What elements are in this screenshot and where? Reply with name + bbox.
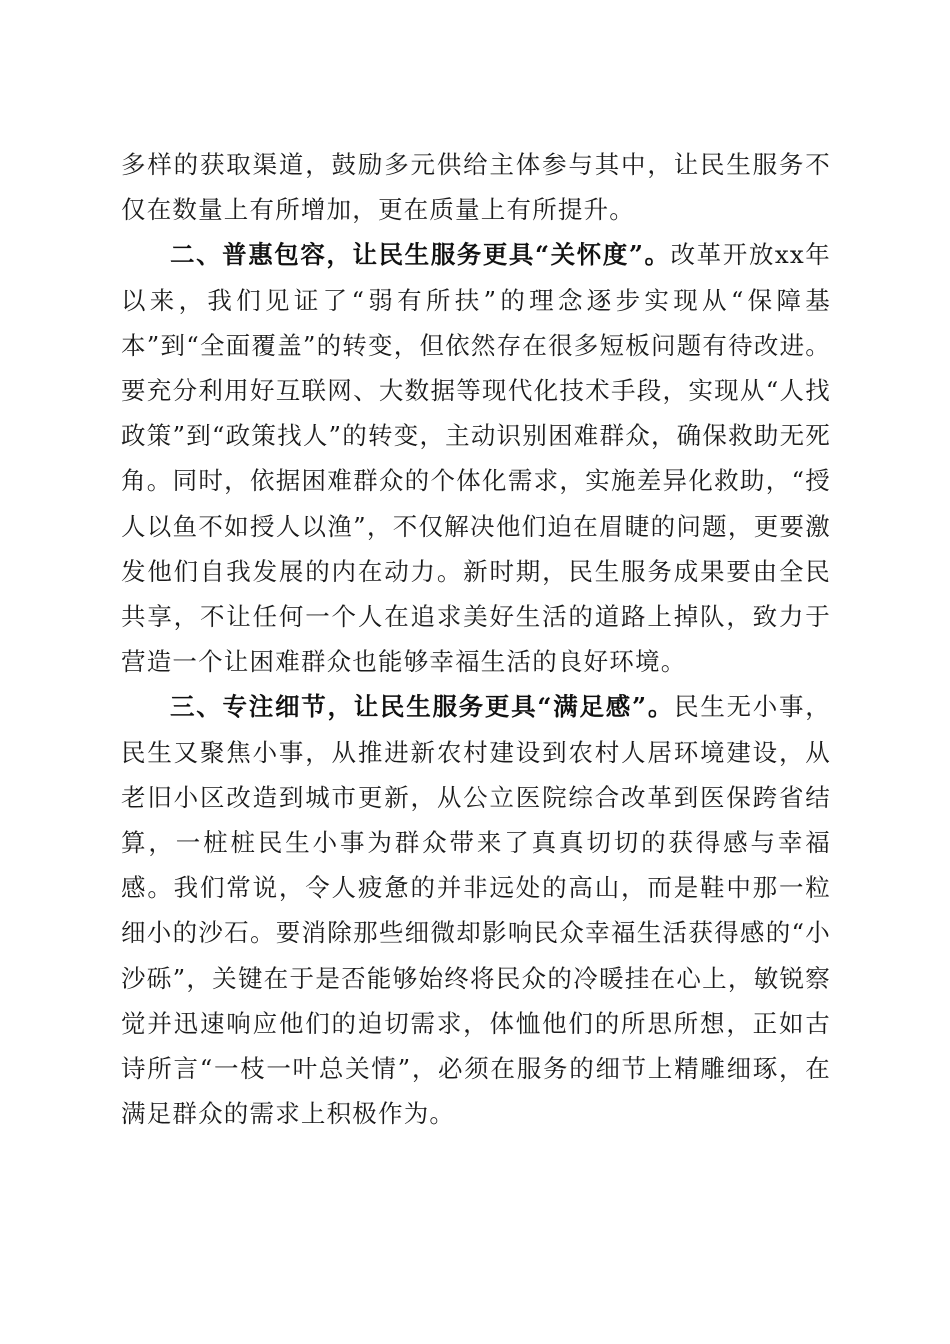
paragraph-1-text: 多样的获取渠道，鼓励多元供给主体参与其中，让民生服务不仅在数量上有所增加，更在质量上有所提升。 bbox=[121, 150, 831, 225]
paragraph-section-two bbox=[121, 232, 831, 684]
section-three-text: 民生无小事，民生又聚焦小事，从推进新农村建设到农村人居环境建设，从老旧小区改造到城市更新，从公立医院综合改革到医保跨省结算，一桩桩民生小事为群众带来了真真切切的获得感与幸福感。我们常说，令人疲惫的并非远处的高山，而是鞋中那一粒细小的沙石。要消除那些细微却影响民众幸福生活获得感的“小沙砾”，关键在于是否能够始终将民众的冷暖挂在心上，敏锐察觉并迅速响应他们的迫切需求，体恤他们的所思所想，正如古诗所言“一枝一叶总关情”，必须在服务的细节上精雕细琢，在满足群众的需求上积极作为。 bbox=[121, 692, 831, 1129]
document-body bbox=[121, 142, 831, 1136]
section-two-heading: 二、普惠包容，让民生服务更具“关怀度”。 bbox=[170, 240, 671, 270]
paragraph-section-three bbox=[121, 684, 831, 1136]
paragraph-continuation bbox=[121, 142, 831, 232]
section-three-heading: 三、专注细节，让民生服务更具“满足感”。 bbox=[170, 692, 675, 722]
section-two-text: 改革开放xx年以来，我们见证了“弱有所扶”的理念逐步实现从“保障基本”到“全面覆盖”的转变，但依然存在很多短板问题有待改进。要充分利用好互联网、大数据等现代化技术手段，实现从“人找政策”到“政策找人”的转变，主动识别困难群众，确保救助无死角。同时，依据困难群众的个体化需求，实施差异化救助，“授人以鱼不如授人以渔”，不仅解决他们迫在眉睫的问题，更要激发他们自我发展的内在动力。新时期，民生服务成果要由全民共享，不让任何一个人在追求美好生活的道路上掉队，致力于营造一个让困难群众也能够幸福生活的良好环境。 bbox=[121, 240, 831, 677]
